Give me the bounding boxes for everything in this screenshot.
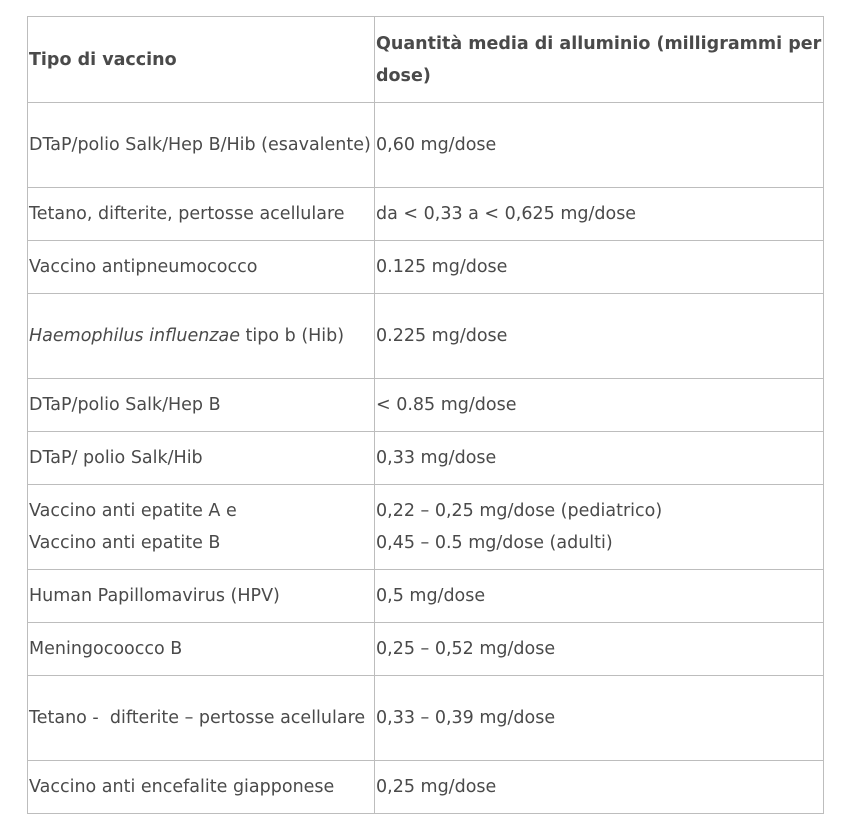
table-row [28,188,824,241]
table-row [28,294,824,379]
vaccine-type-line: Vaccino anti epatite B [29,533,221,553]
aluminium-amount-cell: da < 0,33 a < 0,625 mg/dose [375,188,824,241]
aluminium-amount-cell: 0.225 mg/dose [375,294,824,379]
aluminium-amount-line: 0,22 – 0,25 mg/dose (pediatrico) [376,501,663,521]
table-row [28,623,824,676]
vaccine-type-cell: Vaccino anti encefalite giapponese [28,761,375,814]
aluminium-amount-cell: 0,5 mg/dose [375,570,824,623]
vaccine-type-line: Vaccino anti epatite A e [29,501,237,521]
header-vaccine-type: Tipo di vaccino [28,17,375,103]
table-row [28,485,824,570]
table-row [28,379,824,432]
aluminium-amount-cell: 0,25 mg/dose [375,761,824,814]
vaccine-type-cell: Meningocoocco B [28,623,375,676]
aluminium-content-table [27,16,824,814]
aluminium-amount-line: 0,45 – 0.5 mg/dose (adulti) [376,533,613,553]
vaccine-type-suffix: tipo b (Hib) [239,326,345,346]
aluminium-amount-cell: < 0.85 mg/dose [375,379,824,432]
table-row [28,570,824,623]
vaccine-type-cell: Tetano - difterite – pertosse acellulare [28,676,375,761]
table-row [28,676,824,761]
aluminium-amount-cell: 0,25 – 0,52 mg/dose [375,623,824,676]
header-aluminium-amount: Quantità media di alluminio (milligrammi per dose) [375,17,824,103]
aluminium-amount-cell: 0,60 mg/dose [375,103,824,188]
vaccine-type-cell [28,294,375,379]
table-row [28,241,824,294]
table-row [28,432,824,485]
table-header-row [28,17,824,103]
vaccine-type-cell: Human Papillomavirus (HPV) [28,570,375,623]
vaccine-type-cell: DTaP/polio Salk/Hep B [28,379,375,432]
aluminium-amount-cell [375,485,824,570]
species-name: Haemophilus influenzae [29,326,240,346]
vaccine-type-cell: Tetano, difterite, pertosse acellulare [28,188,375,241]
vaccine-type-cell [28,485,375,570]
aluminium-amount-cell: 0,33 mg/dose [375,432,824,485]
vaccine-type-cell: DTaP/polio Salk/Hep B/Hib (esavalente) [28,103,375,188]
aluminium-amount-cell: 0,33 – 0,39 mg/dose [375,676,824,761]
vaccine-type-cell: DTaP/ polio Salk/Hib [28,432,375,485]
aluminium-amount-cell: 0.125 mg/dose [375,241,824,294]
vaccine-type-cell: Vaccino antipneumococco [28,241,375,294]
table-row [28,761,824,814]
table-row [28,103,824,188]
